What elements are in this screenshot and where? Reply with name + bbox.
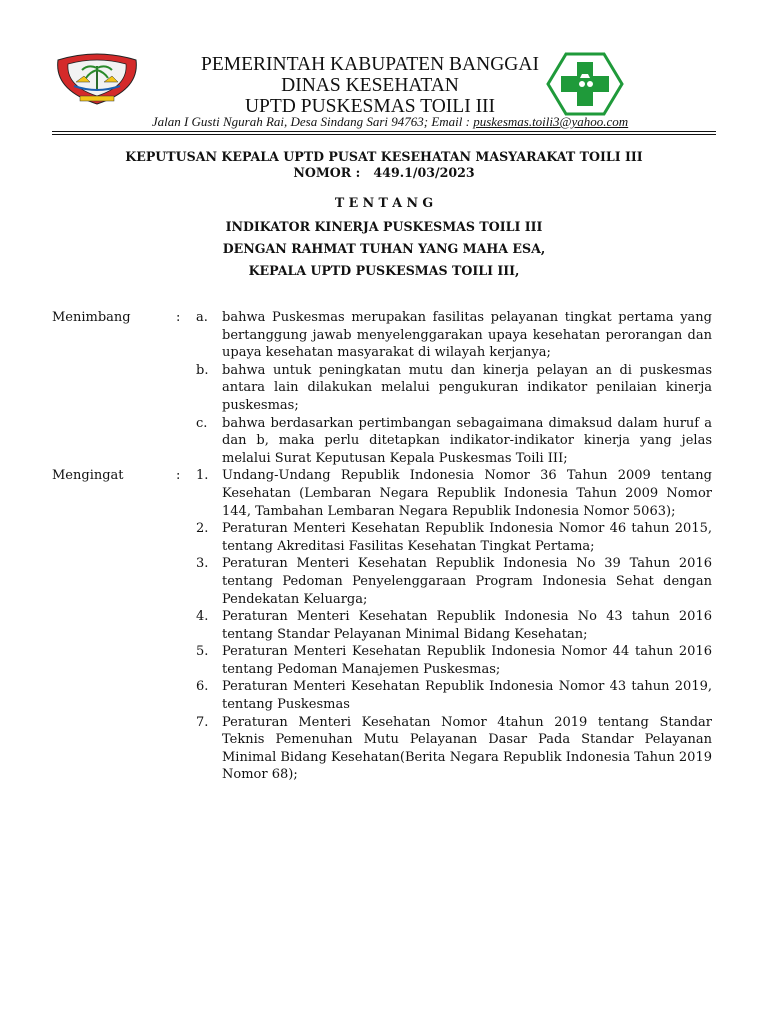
item-marker: b. [196, 362, 209, 378]
department-name: DINAS KESEHATAN [281, 75, 459, 96]
decree-invocation: DENGAN RAHMAT TUHAN YANG MAHA ESA, [222, 241, 546, 256]
mengingat-label: Mengingat [52, 468, 124, 484]
mengingat-item [196, 467, 712, 520]
letterhead [0, 0, 768, 140]
banggai-regency-emblem-icon [54, 50, 140, 106]
mengingat-item [196, 555, 712, 608]
item-text: Peraturan Menteri Kesehatan Republik Indonesia Nomor 43 tahun 2019, tentang Puskesmas [222, 679, 712, 713]
item-marker: c. [196, 415, 208, 431]
mengingat-section [52, 467, 712, 784]
menimbang-item [196, 415, 712, 468]
item-marker: a. [196, 310, 208, 325]
item-text: Peraturan Menteri Kesehatan Republik Indonesia No 43 tahun 2016 tentang Standar Pelayanan Minimal Bidang Kesehatan; [222, 609, 712, 642]
letterhead-address [110, 114, 670, 130]
item-text: bahwa berdasarkan pertimbangan sebagaimana dimaksud dalam huruf a dan b, maka perlu ditetapkan indikator-indikator kinerja yang jelas melalui Surat Keputusan Kepala Puskesmas Toili III; [222, 415, 712, 466]
item-marker: 6. [196, 679, 209, 695]
menimbang-item [196, 362, 712, 415]
item-marker: 2. [196, 521, 209, 537]
mengingat-item [196, 520, 712, 555]
item-marker: 4. [196, 609, 209, 625]
menimbang-item [196, 309, 712, 362]
item-text: Undang-Undang Republik Indonesia Nomor 36 Tahun 2009 tentang Kesehatan (Lembaran Negara Republik Indonesia Tahun 2009 Nomor 144, Tambahan Lembaran Negara Republik Indonesia Nomor 5063); [222, 468, 712, 519]
decree-title: KEPUTUSAN KEPALA UPTD PUSAT KESEHATAN MASYARAKAT TOILI III [125, 149, 643, 164]
item-text: Peraturan Menteri Kesehatan Republik Indonesia Nomor 46 tahun 2015, tentang Akreditasi Fasilitas Kesehatan Tingkat Pertama; [222, 521, 712, 554]
decree-subject: INDIKATOR KINERJA PUSKESMAS TOILI III [225, 219, 543, 234]
item-text: Peraturan Menteri Kesehatan Republik Indonesia No 39 Tahun 2016 tentang Pedoman Penyelenggaraan Program Indonesia Sehat dengan Pendekatan Keluarga; [222, 556, 712, 607]
menimbang-colon: : [176, 310, 181, 325]
decree-body [52, 309, 712, 784]
nomor-label: NOMOR : [293, 165, 361, 180]
item-marker: 3. [196, 556, 209, 572]
decree-authority: KEPALA UPTD PUSKESMAS TOILI III, [248, 263, 520, 278]
item-text: bahwa Puskesmas merupakan fasilitas pelayanan tingkat pertama yang bertanggung jawab menyelenggarakan upaya kesehatan perorangan dan upaya kesehatan masyarakat di wilayah kerjanya; [222, 310, 712, 361]
email-link[interactable]: puskesmas.toili3@yahoo.com [473, 114, 629, 129]
menimbang-label: Menimbang [52, 310, 131, 325]
item-marker: 7. [196, 714, 209, 730]
letterhead-text [150, 54, 590, 117]
letterhead-rule-bottom [52, 134, 716, 135]
item-marker: 1. [196, 468, 209, 484]
mengingat-colon: : [176, 468, 181, 484]
menimbang-items [196, 309, 712, 467]
letterhead-rule-top [52, 131, 716, 132]
item-text: bahwa untuk peningkatan mutu dan kinerja pelayan an di puskesmas antara lain dilakukan melalui pengukuran indikator penilaian kinerja puskesmas; [222, 362, 712, 413]
mengingat-item [196, 678, 712, 713]
address-text: Jalan I Gusti Ngurah Rai, Desa Sindang Sari 94763; Email : [151, 114, 474, 129]
unit-name: UPTD PUSKESMAS TOILI III [244, 96, 496, 117]
mengingat-item [196, 643, 712, 678]
government-name: PEMERINTAH KABUPATEN BANGGAI [201, 54, 539, 75]
menimbang-section [52, 309, 712, 467]
mengingat-items [196, 467, 712, 784]
mengingat-item [196, 608, 712, 643]
tentang-heading: T E N T A N G [334, 195, 434, 210]
item-marker: 5. [196, 644, 209, 660]
item-text: Peraturan Menteri Kesehatan Republik Indonesia Nomor 44 tahun 2016 tentang Pedoman Manajemen Puskesmas; [222, 644, 712, 677]
puskesmas-logo-icon [546, 52, 624, 116]
decree-number [0, 165, 768, 180]
mengingat-item [196, 714, 712, 784]
item-text: Peraturan Menteri Kesehatan Nomor 4tahun 2019 tentang Standar Teknis Pemenuhan Mutu Pelayanan Dasar Pada Standar Pelayanan Minimal Bidang Kesehatan(Berita Negara Republik Indonesia Tahun 2019 Nomor 68); [222, 714, 712, 783]
nomor-value: 449.1/03/2023 [373, 165, 475, 180]
